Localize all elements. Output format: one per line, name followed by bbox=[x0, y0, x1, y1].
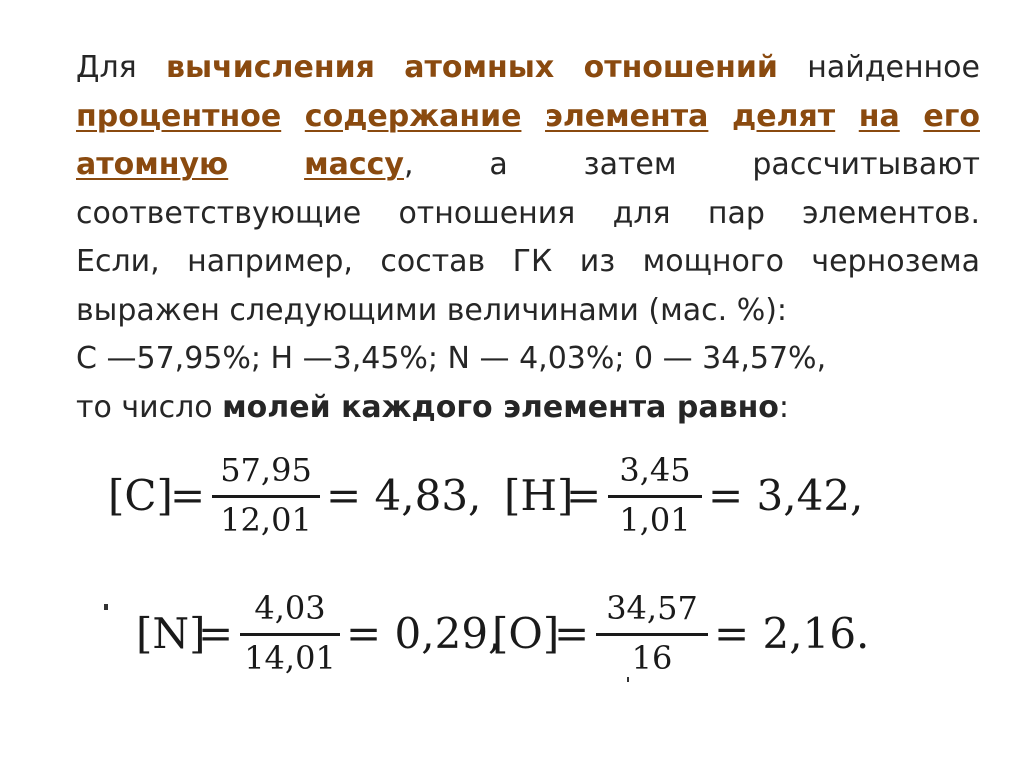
text-fragment: а bbox=[489, 147, 508, 182]
fraction-denominator: 16 bbox=[631, 639, 673, 677]
fraction bbox=[212, 446, 320, 546]
scan-speck bbox=[104, 604, 108, 610]
fraction bbox=[240, 584, 340, 684]
underlined-term: на bbox=[858, 98, 900, 134]
fraction-bar bbox=[240, 633, 340, 636]
element-symbol: [O] bbox=[492, 609, 560, 658]
fraction-denominator: 1,01 bbox=[619, 501, 691, 539]
paragraph-line-4: соответствующие отношения для пар элементов. bbox=[76, 195, 980, 231]
underlined-term: массу bbox=[304, 147, 404, 182]
equation-result: = 4,83, bbox=[326, 471, 482, 520]
fraction-bar bbox=[596, 633, 708, 636]
fraction-numerator: 34,57 bbox=[606, 589, 698, 627]
equation-hydrogen bbox=[504, 446, 864, 546]
paragraph-line-6: выражен следующими величинами (мас. %): bbox=[76, 292, 788, 328]
text-fragment: затем bbox=[583, 147, 677, 182]
equals-sign: = bbox=[170, 471, 206, 520]
text-fragment: рассчитывают bbox=[752, 147, 980, 182]
equation-result: = 0,29, bbox=[346, 609, 502, 658]
equation-result: = 2,16. bbox=[714, 609, 870, 658]
highlighted-term: вычисления bbox=[166, 50, 375, 85]
fraction-bar bbox=[608, 495, 702, 498]
element-symbol: [N] bbox=[136, 609, 206, 658]
fraction-numerator: 57,95 bbox=[220, 451, 312, 489]
highlighted-term: атомных bbox=[404, 50, 555, 85]
fraction bbox=[596, 584, 708, 684]
paragraph-line-8 bbox=[76, 384, 980, 433]
element-symbol: [C] bbox=[108, 471, 173, 520]
fraction-denominator: 12,01 bbox=[220, 501, 312, 539]
bold-term: молей каждого элемента равно bbox=[222, 389, 779, 425]
text-fragment: то число bbox=[76, 389, 223, 425]
element-symbol: [H] bbox=[504, 471, 574, 520]
equation-oxygen bbox=[492, 584, 870, 684]
fraction bbox=[608, 446, 702, 546]
underlined-term: его bbox=[923, 98, 980, 134]
equation-nitrogen bbox=[136, 584, 502, 684]
paragraph-line-2 bbox=[76, 93, 980, 142]
composition-line: С —57,95%; Н —3,45%; N — 4,03%; 0 — 34,57%, bbox=[76, 341, 827, 376]
paragraph-line-3 bbox=[76, 141, 980, 190]
underlined-term: делят bbox=[731, 98, 836, 134]
equals-sign: = bbox=[554, 609, 590, 658]
equation-carbon bbox=[108, 446, 482, 546]
text-fragment: найденное bbox=[807, 50, 980, 85]
paragraph-line-5: Если, например, состав ГК из мощного чернозема bbox=[76, 244, 980, 279]
fraction-bar bbox=[212, 495, 320, 498]
underlined-term-group bbox=[304, 147, 413, 182]
equals-sign: = bbox=[566, 471, 602, 520]
paragraph bbox=[76, 44, 980, 432]
equals-sign: = bbox=[198, 609, 234, 658]
highlighted-term: отношений bbox=[583, 50, 778, 85]
text-fragment: Для bbox=[76, 50, 137, 85]
text-fragment: : bbox=[778, 389, 790, 425]
equation-result: = 3,42, bbox=[708, 471, 864, 520]
underlined-term: элемента bbox=[545, 98, 709, 134]
fraction-numerator: 3,45 bbox=[619, 451, 691, 489]
fraction-denominator: 14,01 bbox=[244, 639, 336, 677]
text-fragment: , bbox=[403, 147, 414, 182]
scan-speck bbox=[627, 677, 629, 682]
underlined-term: содержание bbox=[304, 98, 522, 134]
underlined-term: атомную bbox=[76, 147, 229, 182]
fraction-numerator: 4,03 bbox=[254, 589, 326, 627]
underlined-term: процентное bbox=[76, 98, 282, 134]
paragraph-line-1 bbox=[76, 44, 980, 93]
